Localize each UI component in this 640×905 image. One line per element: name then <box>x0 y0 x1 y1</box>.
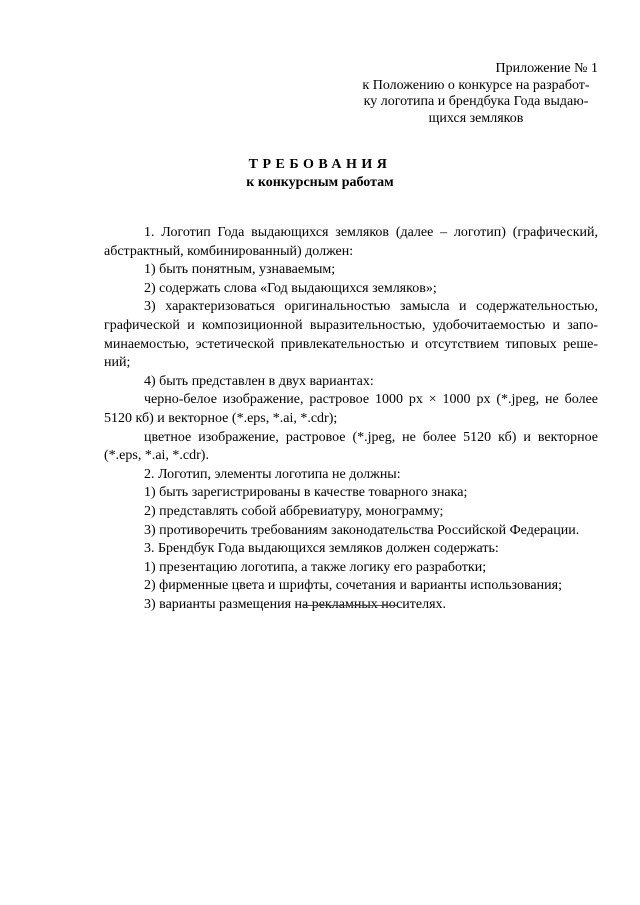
paragraph-line: (*.eps, *.ai, *.cdr). <box>104 448 209 464</box>
paragraph-line: абстрактный, комбинированный) должен: <box>104 243 354 259</box>
paragraph-line: черно-белое изображение, растровое 1000 px × 1000 px (*.jpeg, не более <box>144 392 598 408</box>
paragraph-line: 2) содержать слова «Год выдающихся земляков»; <box>144 280 437 296</box>
appendix-line: к Положению о конкурсе на разработ- <box>362 77 590 93</box>
paragraph-line: графической и композиционной выразительностью, удобочитаемостью и запо- <box>104 317 598 333</box>
paragraph-line: минаемостью, эстетической привлекательностью и отсутствием типовых реше- <box>104 336 598 352</box>
document-title: ТРЕБОВАНИЯ <box>248 157 392 172</box>
paragraph-line: 1) быть понятным, узнаваемым; <box>144 262 336 278</box>
paragraph-line: 5120 кб) и векторное (*.eps, *.ai, *.cdr); <box>104 410 338 426</box>
paragraph-line: 2) представлять собой аббревиатуру, монограмму; <box>144 503 444 519</box>
paragraph-line: 3) противоречить требованиям законодательства Российской Федерации. <box>144 522 580 538</box>
appendix-note <box>354 61 598 127</box>
appendix-number: Приложение № 1 <box>495 61 598 76</box>
paragraph-line: 3. Брендбук Года выдающихся земляков должен содержать: <box>144 541 499 557</box>
document-subtitle: к конкурсным работам <box>246 175 394 190</box>
paragraph-line: 1) презентацию логотипа, а также логику его разработки; <box>144 559 487 575</box>
closing-divider <box>304 605 397 606</box>
paragraph-line: 3) характеризоваться оригинальностью замысла и содержательностью, <box>144 299 598 315</box>
paragraph-line: 1. Логотип Года выдающихся земляков (далее – логотип) (графический, <box>144 225 598 240</box>
appendix-line: ку логотипа и брендбука Года выдаю- <box>363 94 589 109</box>
paragraph-line: 3) варианты размещения на рекламных носителях. <box>144 596 447 612</box>
paragraph-line: ний; <box>104 355 131 371</box>
requirements-text <box>104 224 598 614</box>
paragraph-line: 2) фирменные цвета и шрифты, сочетания и варианты использования; <box>144 578 562 594</box>
appendix-line: щихся земляков <box>428 110 524 126</box>
paragraph-line: 2. Логотип, элементы логотипа не должны: <box>144 466 401 482</box>
paragraph-line: цветное изображение, растровое (*.jpeg, не более 5120 кб) и векторное <box>144 429 598 445</box>
paragraph-line: 4) быть представлен в двух вариантах: <box>144 373 374 389</box>
paragraph-line: 1) быть зарегистрированы в качестве товарного знака; <box>144 485 468 501</box>
